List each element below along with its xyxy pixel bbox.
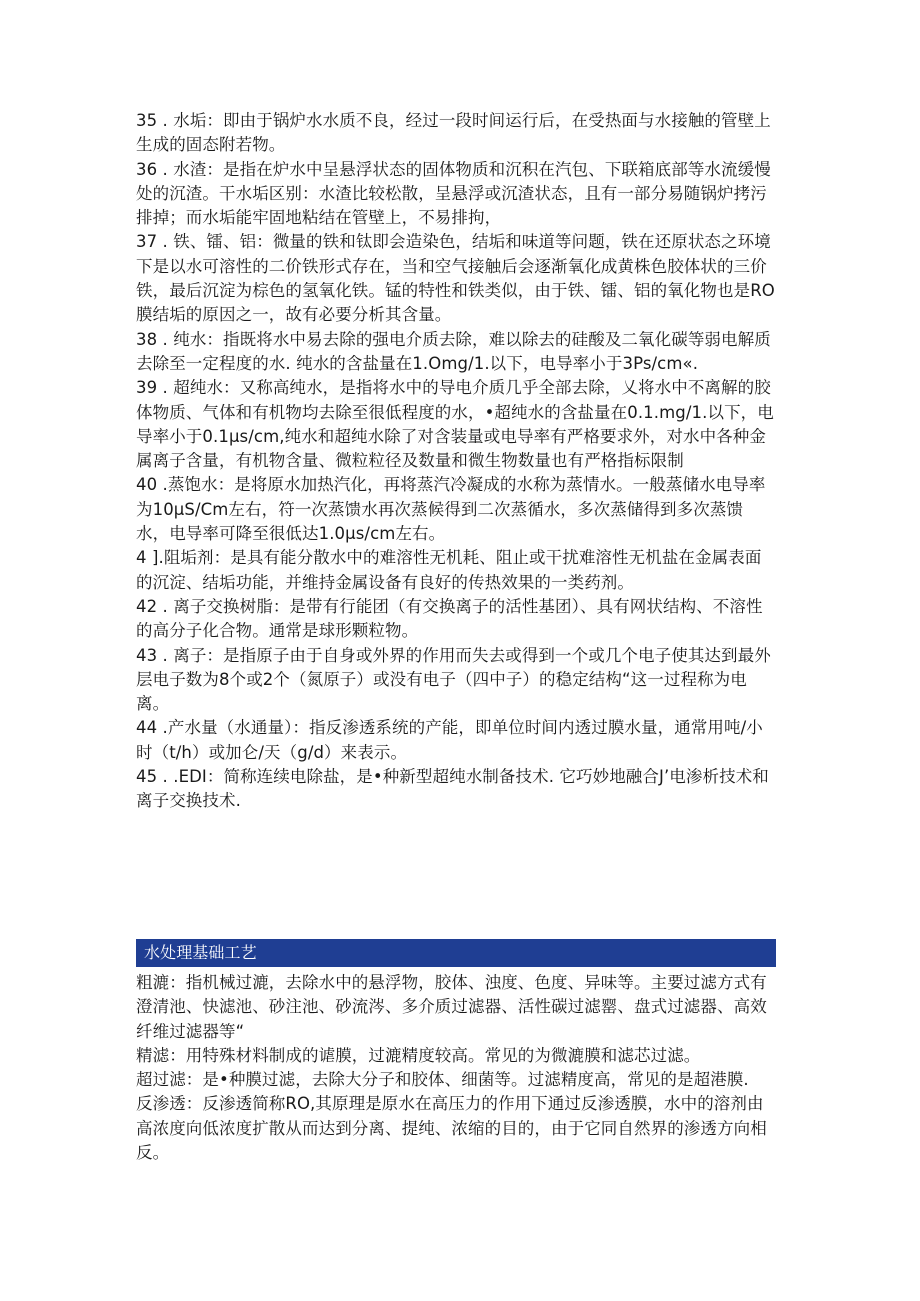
process-fine-filtration: 精滤：用特殊材料制成的谑膜，过漉精度较高。常见的为微漉膜和滤芯过滤。	[136, 1045, 701, 1065]
process-reverse-osmosis: 反渗透：反渗透简称RO,其原理是原水在高压力的作用下通过反渗透膜，水中的溶剂由高浓度向低浓度扩散从而达到分离、提纯、浓缩的目的，由于它同自然界的渗透方向相反。	[136, 1094, 767, 1163]
definition-39: 39 . 超纯水：又称高纯水，是指将水中的导电介质几乎全部去除，乂将水中不离解的胶体物质、气体和有机物均去除至很低程度的水，•超纯水的含盐量在0.1.mg/1.以下，电导率小于0.1μs/cm,纯水和超纯水除了对含装量或电导率有严格要求外，对水中各种金属离子含量，有机物含量、微粒粒径及数量和微生物数量也有严格指标限制	[136, 378, 774, 471]
process-coarse-filtration: 粗漉：指机械过漉，去除水中的悬浮物，胶体、浊度、色度、异味等。主要过滤方式有澄清池、快滤池、砂注池、砂流涔、多介质过滤器、活性碳过滤罂、盘式过滤器、高效纤维过滤器等“	[136, 973, 767, 1041]
definition-42: 42 . 离子交换树脂：是带有行能团（有交换离子的活性基团）、具有网状结构、不溶性的高分子化合物。通常是球形颗粒物。	[136, 596, 763, 641]
definition-40: 40 .蒸饱水：是将原水加热汽化，再将蒸汽冷凝成的水称为蒸情水。一般蒸储水电导率为10μS/Cm左右，符一次蒸馈水再次蒸候得到二次蒸循水，多次蒸储得到多次蒸馈水，电导率可降至很低达1.0μs/cm左右。	[136, 475, 766, 544]
process-ultrafiltration: 超过滤：是•种膜过滤，去除大分子和胶体、细菌等。过滤精度高，常见的是超港膜.	[136, 1070, 749, 1090]
definition-38: 38 . 纯水：指既将水中易去除的强电介质去除，难以除去的硅酸及二氧化碳等弱电解质去除至一定程度的水. 纯水的含盐量在1.Omg/1.以下，电导率小于3Ps/cm«.	[136, 329, 771, 373]
definition-44: 44 .产水量（水通量）：指反渗透系统的产能，即单位时间内透过膜水量，通常用吨/小时（t/h）或加仑/天（g/d）来表示。	[136, 718, 763, 762]
definition-43: 43 . 离子：是指原子由于自身或外界的作用而失去或得到一个或几个电子使其达到最外层电子数为8个或2个（氮原子）或没有电子（四中子）的稳定结构“这一过程称为电离。	[136, 645, 771, 714]
definition-45: 45 . .EDI：简称连续电除盐，是•种新型超纯水制备技术. 它巧妙地融合J’电渗析技术和离子交换技术.	[136, 767, 769, 811]
water-treatment-section	[136, 939, 776, 1165]
definition-41: 4 ].阻垢剂：是具有能分散水中的难溶性无机耗、阻止或干扰难溶性无机盐在金属表面的沉淀、结垢功能，并维持金属设备有良好的传热效果的一类药剂。	[136, 548, 762, 592]
definition-35: 35 . 水垢：即由于锅炉水水质不良，经过一段时间运行后，在受热面与水接触的管壁上生成的固态附若物。	[136, 111, 771, 155]
definition-36: 36 . 水渣：是指在炉水中呈悬浮状态的固体物质和沉积在汽包、下联箱底部等水流缓慢处的沉渣。干水垢区别：水渣比较松散，呈悬浮或沉渣状态，且有一部分易随锅炉拷污排掉；而水垢能牢固地粘结在管壁上，不易排拘，	[136, 159, 771, 228]
definition-37: 37 . 铁、镭、铝：微量的铁和钛即会造染色，结垢和味道等问题，铁在还原状态之环境下是以水可溶性的二价铁形式存在，当和空气接触后会逐渐氧化成黄株色胶体状的三价铁，最后沉淀为棕色的氢氧化铁。锰的特性和铁类似，由于铁、镭、铝的氧化物也是RO膜结垢的原因之一，故有必要分析其含量。	[136, 232, 775, 325]
definitions-list	[136, 109, 776, 814]
section-title: 水处理基础工艺	[136, 939, 776, 967]
